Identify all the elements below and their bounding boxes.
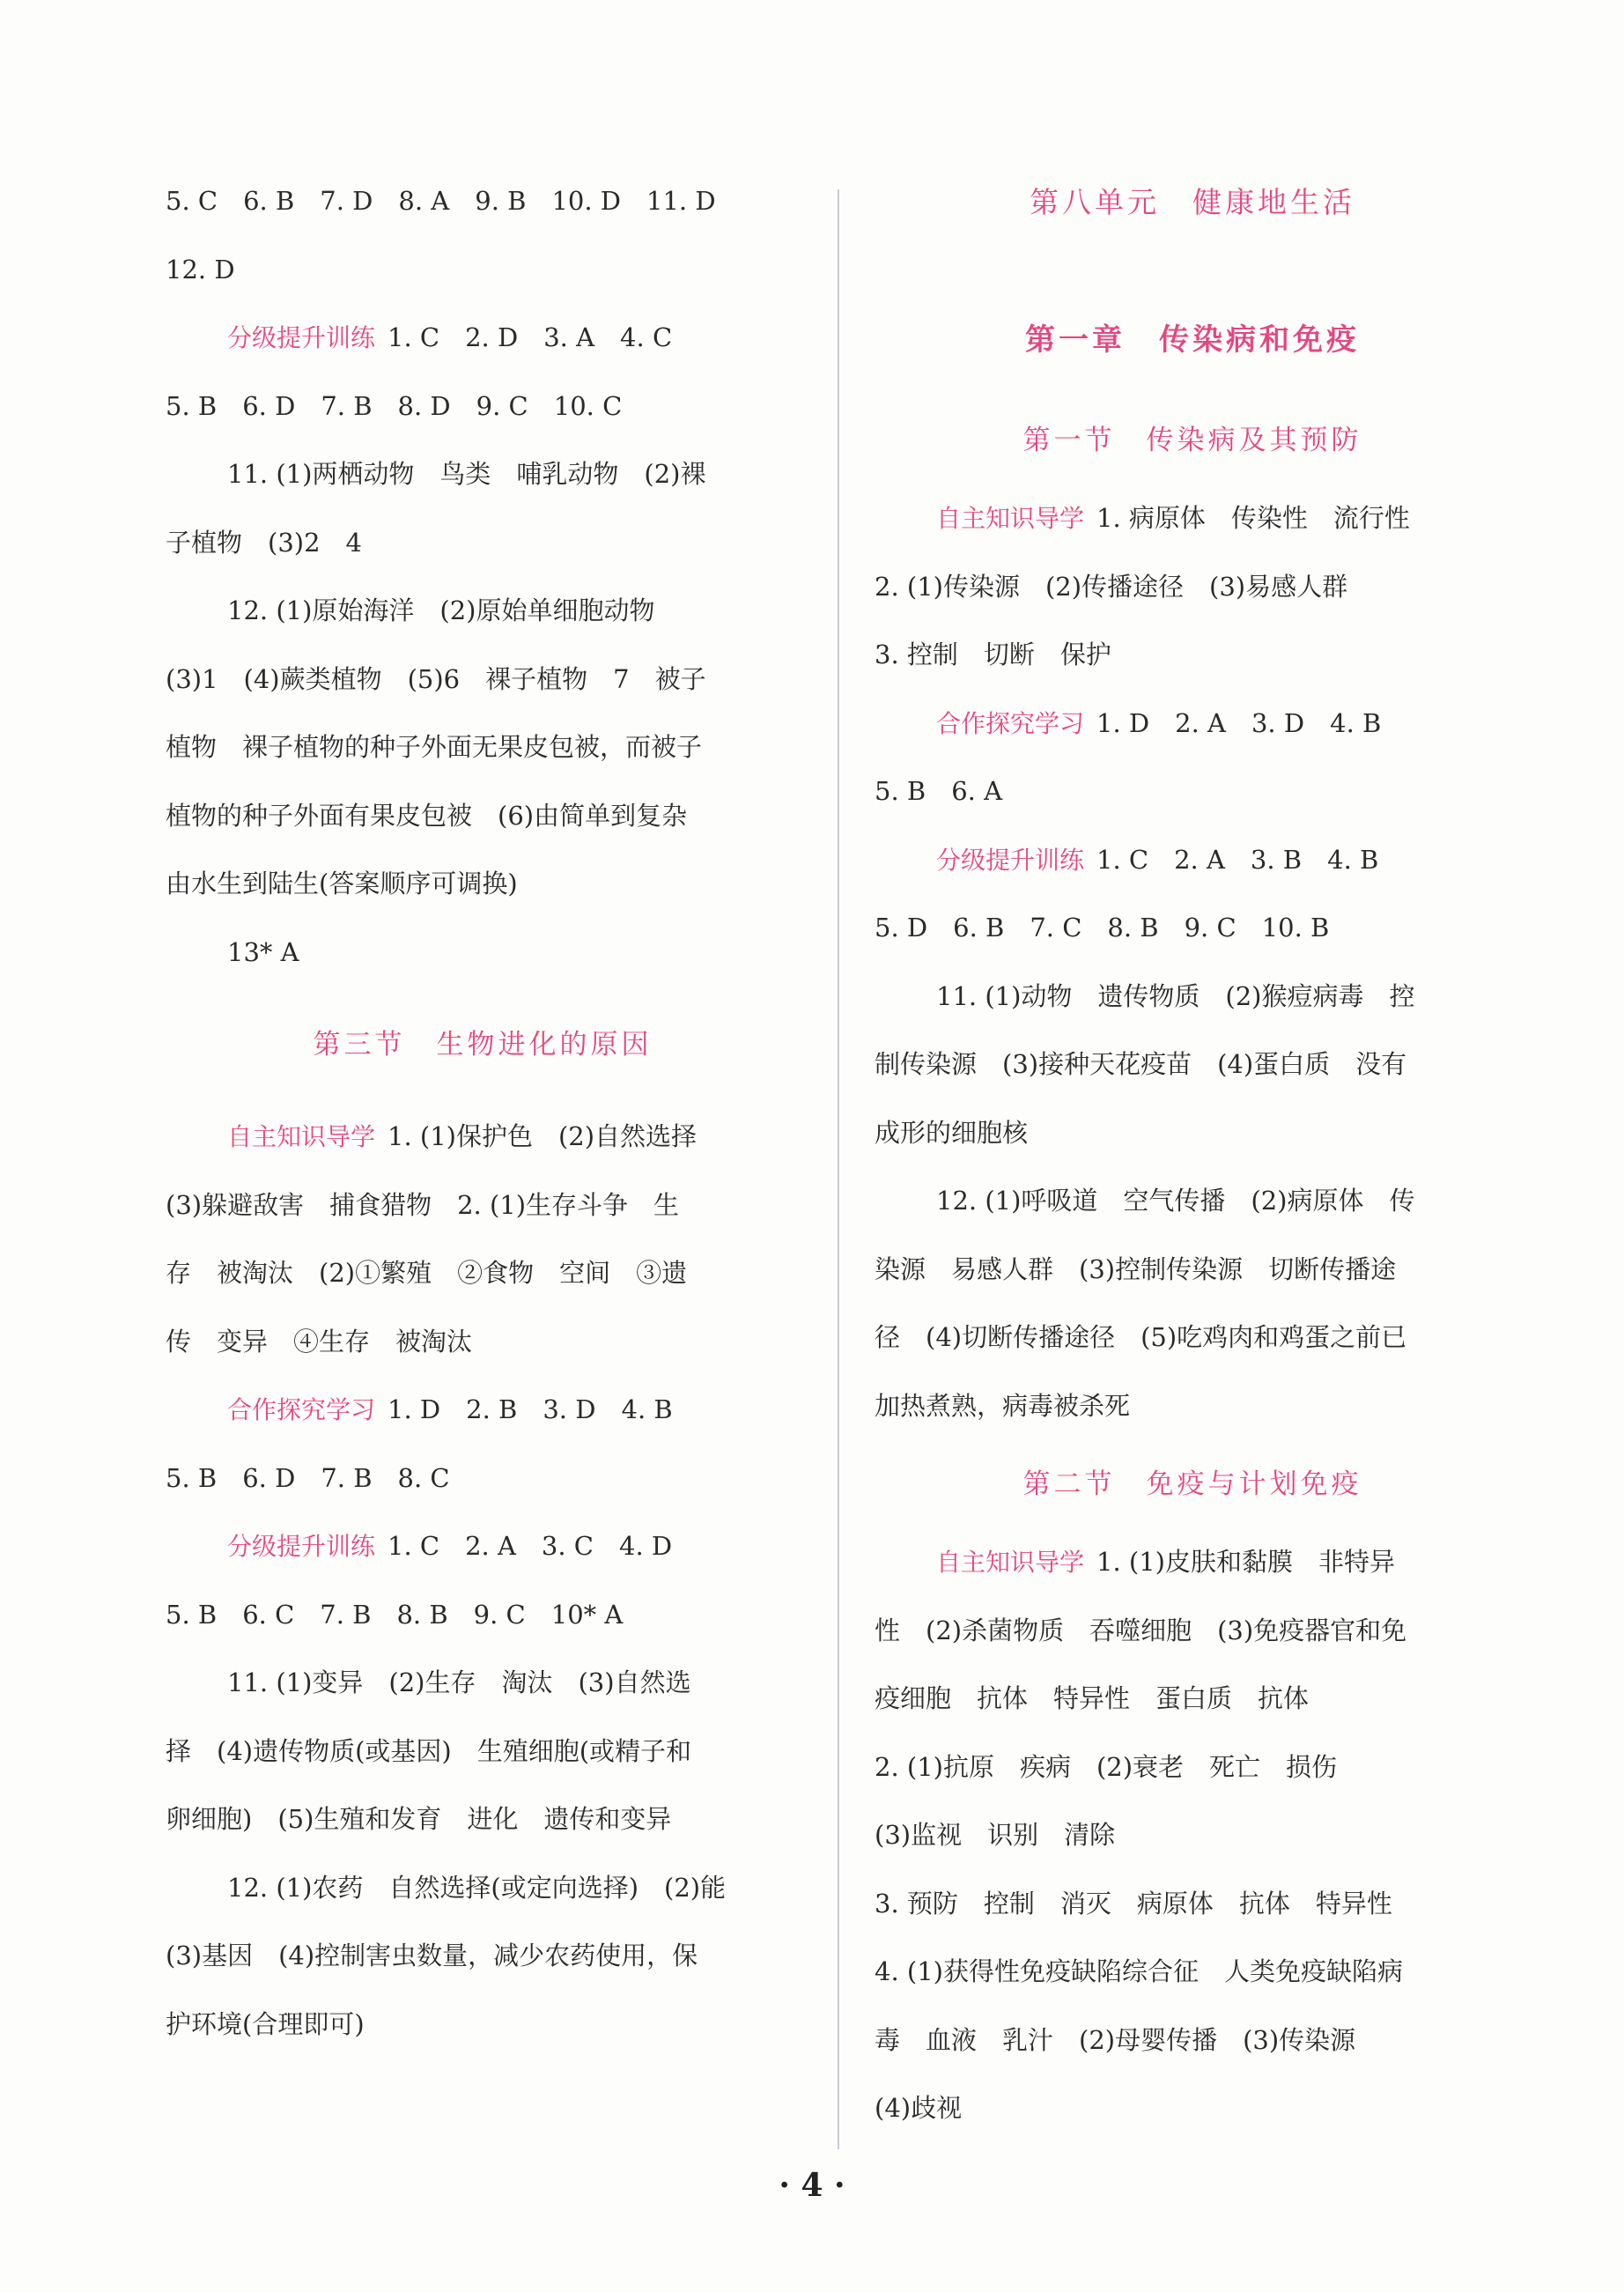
answer-line: 传 变异 ④生存 被淘汰 bbox=[166, 1326, 473, 1357]
page-number: · 4 · bbox=[779, 2167, 845, 2204]
section-label: 自主知识导学 bbox=[227, 1122, 376, 1151]
answer-line: 性 (2)杀菌物质 吞噬细胞 (3)免疫器官和免 bbox=[875, 1615, 1407, 1645]
answer-line: 12. (1)农药 自然选择(或定向选择) (2)能 bbox=[227, 1872, 727, 1903]
answer-line: 加热煮熟，病毒被杀死 bbox=[875, 1390, 1131, 1421]
section-heading: 第二节 免疫与计划免疫 bbox=[1022, 1468, 1362, 1500]
answer-line bbox=[875, 1528, 1510, 1597]
answer-line bbox=[875, 690, 1510, 758]
answer-text: 1. (1)保护色 (2)自然选择 bbox=[388, 1121, 698, 1151]
answer-text: 1. (1)皮肤和黏膜 非特异 bbox=[1096, 1547, 1395, 1577]
answer-line: 13* A bbox=[227, 936, 299, 967]
answer-line: 11. (1)动物 遗传物质 (2)猴痘病毒 控 bbox=[936, 980, 1415, 1011]
section-heading: 第三节 生物进化的原因 bbox=[313, 1029, 653, 1061]
answer-line: (3)躲避敌害 捕食猎物 2. (1)生存斗争 生 bbox=[166, 1189, 680, 1220]
answer-line: 3. 控制 切断 保护 bbox=[875, 640, 1111, 669]
answer-line: 护环境(合理即可) bbox=[166, 2008, 365, 2039]
answer-line: 5. B 6. D 7. B 8. C bbox=[166, 1462, 450, 1493]
answer-line bbox=[166, 1376, 800, 1445]
section-label: 自主知识导学 bbox=[936, 1548, 1085, 1577]
answer-line: 卵细胞) (5)生殖和发育 进化 遗传和变异 bbox=[166, 1804, 672, 1834]
answer-line: 12. (1)原始海洋 (2)原始单细胞动物 bbox=[227, 595, 655, 625]
right-column bbox=[875, 167, 1510, 2143]
answer-line: 染源 易感人群 (3)控制传染源 切断传播途 bbox=[875, 1253, 1397, 1284]
answer-line: 2. (1)传染源 (2)传播途径 (3)易感人群 bbox=[875, 571, 1348, 602]
answer-line: 择 (4)遗传物质(或基因) 生殖细胞(或精子和 bbox=[166, 1735, 692, 1766]
answer-line: 5. D 6. B 7. C 8. B 9. C 10. B bbox=[875, 913, 1330, 943]
section-label: 合作探究学习 bbox=[227, 1395, 376, 1424]
answer-line: 5. B 6. D 7. B 8. D 9. C 10. C bbox=[166, 390, 623, 421]
answer-line: 2. (1)抗原 疾病 (2)衰老 死亡 损伤 bbox=[875, 1751, 1338, 1782]
answer-text: 1. D 2. A 3. D 4. B bbox=[1096, 707, 1382, 738]
answer-line: (3)监视 识别 清除 bbox=[875, 1820, 1116, 1850]
answer-line bbox=[166, 1512, 800, 1581]
answer-text: 1. C 2. A 3. C 4. D bbox=[388, 1531, 673, 1561]
answer-line: (4)歧视 bbox=[875, 2093, 963, 2123]
chapter-heading: 第一章 传染病和免疫 bbox=[1025, 322, 1360, 358]
answer-line: 由水生到陆生(答案顺序可调换) bbox=[166, 869, 518, 898]
answer-line: 存 被淘汰 (2)①繁殖 ②食物 空间 ③遗 bbox=[166, 1258, 688, 1288]
column-divider bbox=[838, 189, 839, 2149]
section-label: 合作探究学习 bbox=[936, 708, 1085, 738]
answer-line: 子植物 (3)2 4 bbox=[166, 527, 362, 558]
left-column bbox=[166, 167, 800, 2059]
answer-line: 植物的种子外面有果皮包被 (6)由简单到复杂 bbox=[166, 800, 688, 831]
section-label: 分级提升训练 bbox=[227, 323, 376, 352]
answer-line: 12. D bbox=[166, 254, 235, 285]
answer-text: 1. C 2. D 3. A 4. C bbox=[388, 322, 673, 352]
answer-line: 制传染源 (3)接种天花疫苗 (4)蛋白质 没有 bbox=[875, 1049, 1407, 1079]
section-label: 分级提升训练 bbox=[936, 845, 1085, 875]
answer-line bbox=[875, 826, 1510, 895]
answer-line: (3)基因 (4)控制害虫数量，减少农药使用，保 bbox=[166, 1941, 698, 1970]
answer-line: 径 (4)切断传播途径 (5)吃鸡肉和鸡蛋之前已 bbox=[875, 1322, 1407, 1352]
answer-text: 1. 病原体 传染性 流行性 bbox=[1096, 503, 1410, 533]
answer-line: 疫细胞 抗体 特异性 蛋白质 抗体 bbox=[875, 1683, 1310, 1713]
answer-line: (3)1 (4)蕨类植物 (5)6 裸子植物 7 被子 bbox=[166, 663, 706, 694]
answer-line: 11. (1)两栖动物 鸟类 哺乳动物 (2)裸 bbox=[227, 459, 706, 489]
answer-line bbox=[875, 484, 1510, 553]
answer-line: 3. 预防 控制 消灭 病原体 抗体 特异性 bbox=[875, 1888, 1392, 1919]
answer-line: 5. B 6. C 7. B 8. B 9. C 10* A bbox=[166, 1599, 624, 1630]
answer-line bbox=[166, 304, 800, 373]
answer-line: 毒 血液 乳汁 (2)母婴传播 (3)传染源 bbox=[875, 2024, 1356, 2055]
answer-text: 1. C 2. A 3. B 4. B bbox=[1096, 844, 1379, 875]
unit-heading: 第八单元 健康地生活 bbox=[1030, 185, 1355, 219]
section-label: 分级提升训练 bbox=[227, 1532, 376, 1561]
answer-line: 11. (1)变异 (2)生存 淘汰 (3)自然选 bbox=[227, 1667, 691, 1697]
answer-text: 1. D 2. B 3. D 4. B bbox=[388, 1394, 673, 1424]
answer-line: 5. B 6. A bbox=[875, 776, 1003, 806]
answer-line: 4. (1)获得性免疫缺陷综合征 人类免疫缺陷病 bbox=[875, 1956, 1403, 1986]
section-label: 自主知识导学 bbox=[936, 504, 1085, 533]
answer-line: 植物 裸子植物的种子外面无果皮包被，而被子 bbox=[166, 732, 703, 762]
answer-line: 5. C 6. B 7. D 8. A 9. B 10. D 11. D bbox=[166, 186, 716, 216]
section-heading: 第一节 传染病及其预防 bbox=[1022, 425, 1362, 456]
answer-line: 12. (1)呼吸道 空气传播 (2)病原体 传 bbox=[936, 1186, 1415, 1216]
answer-line bbox=[166, 1103, 800, 1172]
answer-line: 成形的细胞核 bbox=[875, 1117, 1029, 1148]
